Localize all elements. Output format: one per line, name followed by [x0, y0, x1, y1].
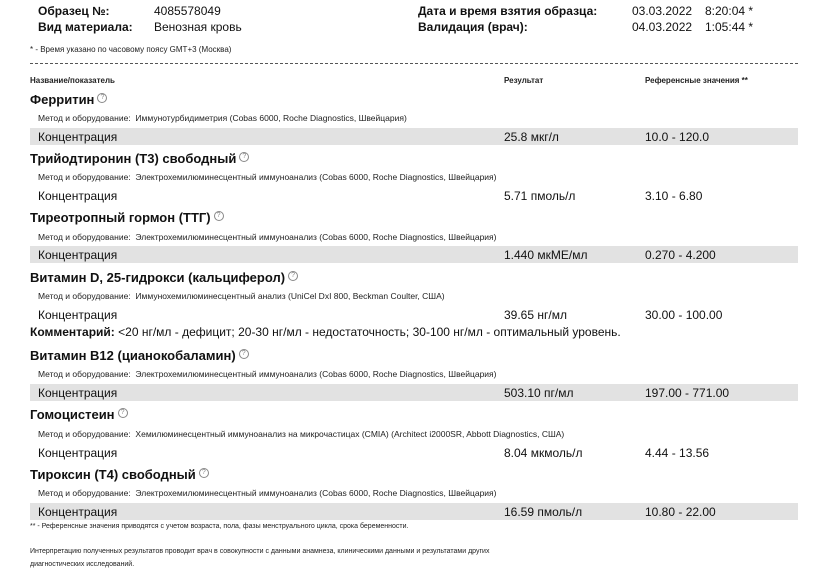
info-icon[interactable]: ?: [239, 152, 249, 162]
info-icon[interactable]: ?: [97, 93, 107, 103]
column-header-result: Результат: [504, 76, 544, 85]
info-icon[interactable]: ?: [199, 468, 209, 478]
column-header-name: Название/показатель: [30, 76, 115, 85]
sample-time: 8:20:04 *: [705, 4, 754, 18]
vitamin-d-comment: Комментарий: <20 нг/мл - дефицит; 20-30 нг/мл - недостаточность; 30-100 нг/мл - оптимальный уровень.: [30, 325, 621, 339]
result-row: [30, 444, 798, 461]
result-value: 5.71 пмоль/л: [504, 189, 576, 203]
result-value: 39.65 нг/мл: [504, 308, 567, 322]
sample-number-label: Образец №:: [38, 4, 110, 18]
test-method: Метод и оборудование: Хемилюминесцентный иммуноанализ на микрочастицах (CMIA) (Architect i2000SR, Abbott Diagnostics, США): [38, 429, 565, 439]
result-row: [30, 306, 798, 323]
reference-footnote: ** - Референсные значения приводятся с учетом возраста, пола, фазы менструального цикла, срока беременности.: [30, 523, 409, 530]
test-method: Метод и оборудование: Электрохемилюминесцентный иммуноанализ (Cobas 6000, Roche Diagnostics, Швейцария): [38, 232, 497, 242]
info-icon[interactable]: ?: [288, 271, 298, 281]
info-icon[interactable]: ?: [214, 211, 224, 221]
info-icon[interactable]: ?: [239, 349, 249, 359]
sample-number-value: 4085578049: [154, 4, 221, 18]
test-name: Витамин D, 25-гидрокси (кальциферол) ?: [30, 270, 298, 285]
test-name: Трийодтиронин (Т3) свободный ?: [30, 151, 249, 166]
result-row: [30, 246, 798, 263]
parameter-name: Концентрация: [38, 308, 118, 322]
reference-range: 10.80 - 22.00: [645, 505, 716, 519]
material-value: Венозная кровь: [154, 20, 242, 34]
material-label: Вид материала:: [38, 20, 133, 34]
validation-label: Валидация (врач):: [418, 20, 528, 34]
test-name: Ферритин ?: [30, 92, 107, 107]
parameter-name: Концентрация: [38, 505, 118, 519]
parameter-name: Концентрация: [38, 248, 118, 262]
result-row: [30, 384, 798, 401]
reference-range: 3.10 - 6.80: [645, 189, 703, 203]
reference-range: 10.0 - 120.0: [645, 130, 710, 144]
parameter-name: Концентрация: [38, 446, 118, 460]
parameter-name: Концентрация: [38, 189, 118, 203]
result-row: [30, 187, 798, 204]
test-method: Метод и оборудование: Иммунохемилюминесцентный анализ (UniCel DxI 800, Beckman Coulter, США): [38, 291, 445, 301]
parameter-name: Концентрация: [38, 130, 118, 144]
result-row: [30, 503, 798, 520]
reference-range: 0.270 - 4.200: [645, 248, 716, 262]
result-value: 25.8 мкг/л: [504, 130, 559, 144]
timezone-note: * - Время указано по часовому поясу GMT+3 (Москва): [30, 45, 232, 54]
sample-datetime-label: Дата и время взятия образца:: [418, 4, 598, 18]
reference-range: 197.00 - 771.00: [645, 386, 730, 400]
result-value: 503.10 пг/мл: [504, 386, 574, 400]
test-name: Тиреотропный гормон (ТТГ) ?: [30, 210, 224, 225]
info-icon[interactable]: ?: [118, 408, 128, 418]
reference-range: 4.44 - 13.56: [645, 446, 710, 460]
header-divider: [30, 63, 798, 64]
result-value: 1.440 мкМЕ/мл: [504, 248, 588, 262]
test-name: Гомоцистеин ?: [30, 407, 128, 422]
test-name: Тироксин (Т4) свободный ?: [30, 467, 209, 482]
reference-range: 30.00 - 100.00: [645, 308, 723, 322]
column-header-reference: Референсные значения **: [645, 76, 748, 85]
test-name: Витамин В12 (цианокобаламин) ?: [30, 348, 249, 363]
interpretation-note-line2: диагностических исследований.: [30, 561, 135, 568]
result-value: 16.59 пмоль/л: [504, 505, 583, 519]
sample-date: 03.03.2022: [632, 4, 693, 18]
test-method: Метод и оборудование: Иммунотурбидиметрия (Cobas 6000, Roche Diagnostics, Швейцария): [38, 113, 407, 123]
validation-date: 04.03.2022: [632, 20, 693, 34]
parameter-name: Концентрация: [38, 386, 118, 400]
result-value: 8.04 мкмоль/л: [504, 446, 583, 460]
validation-time: 1:05:44 *: [705, 20, 754, 34]
test-method: Метод и оборудование: Электрохемилюминесцентный иммуноанализ (Cobas 6000, Roche Diagnostics, Швейцария): [38, 369, 497, 379]
result-row: [30, 128, 798, 145]
interpretation-note-line1: Интерпретацию полученных результатов проводит врач в совокупности с данными анамнеза, клиническими данными и результатами других: [30, 548, 490, 555]
test-method: Метод и оборудование: Электрохемилюминесцентный иммуноанализ (Cobas 6000, Roche Diagnostics, Швейцария): [38, 172, 497, 182]
test-method: Метод и оборудование: Электрохемилюминесцентный иммуноанализ (Cobas 6000, Roche Diagnostics, Швейцария): [38, 488, 497, 498]
